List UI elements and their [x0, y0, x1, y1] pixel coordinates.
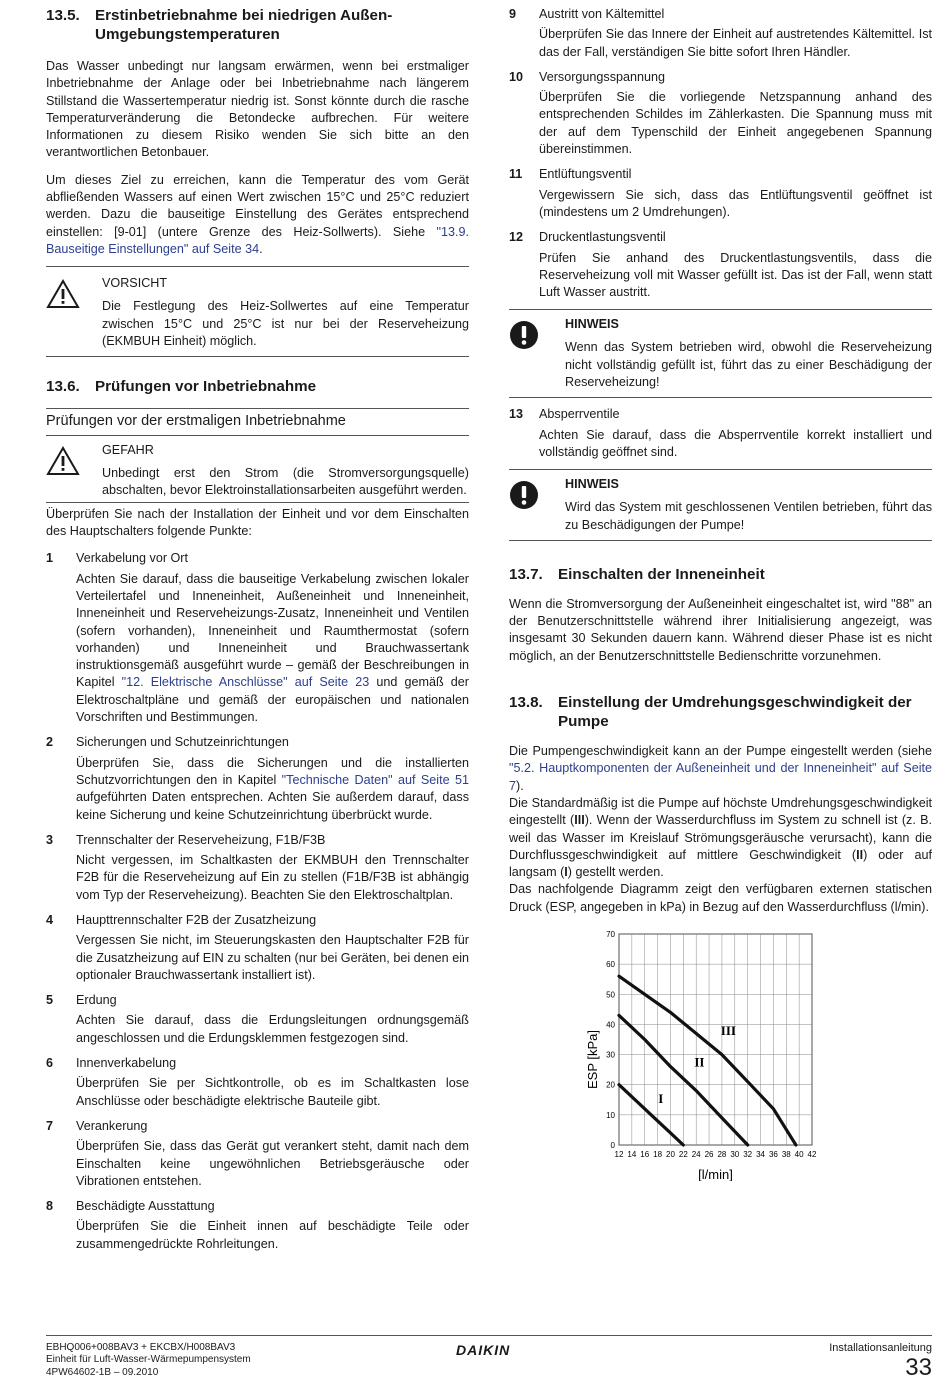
warning-triangle-icon — [46, 442, 102, 500]
section-number: 13.5. — [46, 7, 80, 24]
list-item — [509, 229, 932, 301]
x-tick-label: 12 — [614, 1149, 624, 1159]
text: und gemäß der Elektroschaltpläne und gemäß der europäischen und nationalen Vorschriften und Bestimmungen. — [76, 675, 469, 725]
item-number: 2 — [46, 735, 54, 750]
x-tick-label: 26 — [704, 1149, 714, 1159]
item-heading: Druckentlastungsventil — [539, 230, 666, 245]
section-number: 13.7. — [509, 565, 543, 583]
section-13-5-heading — [46, 6, 469, 44]
text: Achten Sie darauf, dass die bauseitige Verkabelung zwischen lokaler Verteilertafel und Inneneinheit, Außeneinheit und Inneneinheit, Inneneinheit und Reserveheizungs-Zusatz, Inneneinheit und Ventilen (sofern vorhanden), Inneneinheit und Raumthermostat (sofern vorhanden) und Inneneinheit und Brauchwassertank instruktionsgemäß ausgeführt wurde – gemäß der Beschreibungen in Kapitel — [76, 571, 469, 690]
list-item — [509, 69, 932, 158]
x-tick-label: 42 — [807, 1149, 817, 1159]
section-13-7-heading — [509, 565, 932, 584]
cross-reference-link[interactable]: "13.9. Bauseitige Einstellungen" auf Seite 34 — [46, 224, 469, 256]
checklist — [46, 550, 469, 1253]
note-text: Unbedingt erst den Strom (die Stromversorgungsquelle) abschalten, bevor Elektroinstallationsarbeiten ausgeführt werden. — [102, 466, 469, 498]
x-tick-label: 16 — [640, 1149, 650, 1159]
x-tick-label: 24 — [691, 1149, 701, 1159]
text: Die Pumpengeschwindigkeit kann an der Pumpe eingestellt werden (siehe — [509, 744, 932, 759]
exclamation-circle-icon — [509, 316, 565, 391]
page-number: 33 — [905, 1354, 932, 1381]
note-text: Wird das System mit geschlossenen Ventilen betrieben, führt das zu Beschädigungen der Pumpe! — [565, 500, 932, 532]
item-number: 11 — [509, 167, 523, 182]
list-item — [46, 1198, 469, 1253]
note-title: GEFAHR — [102, 443, 154, 458]
speed-label: II — [856, 847, 864, 862]
item-heading: Verankerung — [76, 1118, 148, 1133]
section-number: 13.6. — [46, 378, 80, 396]
section-title: Prüfungen vor Inbetriebnahme — [95, 378, 317, 396]
text: Überprüfen Sie die vorliegende Netzspannung anhand des entsprechenden Schildes im Zählerkasten. Die Spannung muss mit der auf dem Typenschild der Einheit angegebenen Spannung übereinstimmen. — [539, 90, 932, 157]
cross-reference-link[interactable]: "12. Elektrische Anschlüsse" auf Seite 23 — [121, 675, 370, 690]
list-item — [46, 912, 469, 984]
item-number: 8 — [46, 1199, 54, 1214]
item-text — [76, 571, 469, 727]
divider — [509, 540, 932, 541]
text: Die Standardmäßig ist die Pumpe auf höchste Umdrehungsgeschwindigkeit eingestellt ( — [509, 795, 932, 828]
item-text — [76, 1012, 469, 1047]
exclamation-circle-icon — [509, 476, 565, 534]
footer-product: Einheit für Luft-Wasser-Wärmepumpensystem — [46, 1354, 251, 1366]
text: Überprüfen Sie, dass die Sicherungen und die installierten Schutzvorrichtungen den in Kapitel — [76, 755, 469, 787]
item-heading: Haupttrennschalter F2B der Zusatzheizung — [76, 912, 317, 927]
series-label-ii: II — [694, 1054, 705, 1070]
item-text — [76, 1138, 469, 1190]
hinweis-note — [509, 470, 932, 540]
section-title: Erstinbetriebnahme bei niedrigen Außen- — [95, 7, 393, 24]
esp-flow-chart — [509, 926, 932, 1181]
daikin-logo: DAIKIN — [456, 1342, 511, 1358]
footer-model: EBHQ006+008BAV3 + EKCBX/H008BAV3 — [46, 1342, 236, 1353]
x-tick-label: 40 — [794, 1149, 804, 1159]
paragraph — [46, 172, 469, 258]
x-tick-label: 14 — [627, 1149, 637, 1159]
item-number: 9 — [509, 7, 517, 21]
text: ) oder auf langsam ( — [509, 847, 933, 880]
subsection-title: Prüfungen vor der erstmaligen Inbetriebnahme — [46, 408, 469, 436]
section-title: Einschalten der Inneneinheit — [558, 565, 765, 583]
list-item — [46, 1118, 469, 1190]
divider — [46, 356, 469, 357]
danger-note — [46, 436, 469, 502]
note-title: HINWEIS — [565, 477, 619, 492]
text: ). Wenn der Wasserdurchfluss im System zu schnell ist (z. B. weil das Wasser im Kreislauf Strömungsgeräusche verursacht), kann die Durchflussgeschwindigkeit auf mittlere Geschwindigkeit ( — [509, 813, 933, 862]
list-item — [46, 992, 469, 1047]
chart-container — [509, 926, 932, 1181]
list-item — [509, 6, 932, 61]
list-item — [46, 550, 469, 726]
item-number: 7 — [46, 1118, 54, 1133]
y-tick-label: 0 — [610, 1140, 615, 1150]
item-heading: Beschädigte Ausstattung — [76, 1199, 215, 1214]
x-tick-label: 34 — [756, 1149, 765, 1159]
list-item — [46, 734, 469, 823]
x-tick-label: 38 — [781, 1149, 791, 1159]
x-tick-label: 32 — [743, 1149, 753, 1159]
item-number: 10 — [509, 69, 524, 84]
text: ) gestellt werden. — [567, 865, 664, 880]
section-title-cont: Umgebungstemperaturen — [95, 26, 280, 43]
item-text: Achten Sie darauf, dass die Absperrventile korrekt installiert und vollständig geöffnet sind. — [539, 427, 932, 459]
series-label-iii: III — [720, 1022, 736, 1038]
text: Achten Sie darauf, dass die Erdungsleitungen ordnungsgemäß angeschlossen und die Erdungsklemmen festgezogen sind. — [76, 1013, 469, 1045]
section-13-8-heading — [509, 693, 932, 731]
section-number: 13.8. — [509, 694, 543, 712]
text: . — [259, 241, 263, 256]
item-heading: Trennschalter der Reserveheizung, F1B/F3B — [76, 832, 326, 847]
item-number: 13 — [509, 407, 524, 422]
text: Vergessen Sie nicht, im Steuerungskasten den Hauptschalter F2B für die Zusatzheizung auf EIN zu schalten (nur bei Geräten, bei denen ein optionaler Brauchwassertank installiert ist). — [76, 933, 469, 982]
y-tick-label: 20 — [606, 1080, 615, 1090]
divider — [46, 502, 469, 503]
x-tick-label: 22 — [678, 1149, 688, 1159]
item-text — [539, 26, 932, 61]
list-item — [46, 832, 469, 904]
item-heading: Sicherungen und Schutzeinrichtungen — [76, 735, 289, 750]
footer-docnum: 4PW64602-1B – 09.2010 — [46, 1366, 159, 1378]
footer-doctype: Installationsanleitung — [829, 1342, 932, 1354]
text: Überprüfen Sie die Einheit innen auf beschädigte Teile oder zusammengedrückte Rohrleitungen. — [76, 1219, 469, 1251]
list-item — [46, 1055, 469, 1110]
item-heading: Austritt von Kältemittel — [539, 7, 665, 21]
y-tick-label: 40 — [606, 1020, 615, 1030]
paragraph — [509, 795, 932, 881]
y-tick-label: 50 — [606, 990, 615, 1000]
item-heading: Versorgungsspannung — [539, 69, 666, 84]
item-heading: Innenverkabelung — [76, 1056, 177, 1071]
list-item — [509, 406, 932, 461]
x-tick-label: 28 — [717, 1149, 727, 1159]
paragraph: Das nachfolgende Diagramm zeigt den verfügbaren externen statischen Druck (ESP, angegeben in kPa) in Bezug auf den Wasserdurchfluss (l/min). — [509, 882, 932, 914]
text: Um dieses Ziel zu erreichen, kann die Temperatur des vom Gerät abfließenden Wassers auf einen Wert zwischen 15°C und 25°C reduziert werden. Dazu die bauseitige Einstellung des Gerätes entsprechend einstellen: [9-01] (untere Grenze des Heiz-Sollwerts). Siehe — [46, 172, 469, 239]
item-heading: Entlüftungsventil — [539, 167, 632, 182]
text: Überprüfen Sie per Sichtkontrolle, ob es im Schaltkasten lose Anschlüsse oder beschädigte elektrische Bauteile gibt. — [76, 1076, 469, 1108]
item-heading: Erdung — [76, 993, 117, 1008]
item-number: 1 — [46, 551, 54, 566]
x-tick-label: 30 — [730, 1149, 740, 1159]
x-tick-label: 18 — [653, 1149, 663, 1159]
paragraph — [509, 743, 932, 795]
footer-right — [829, 1342, 932, 1381]
item-text — [539, 250, 932, 302]
text: aufgeführten Daten entsprechen. Achten Sie außerdem darauf, dass keine Sicherung und keine Schutzeinrichtung überbrückt wurde. — [76, 790, 469, 822]
item-heading: Absperrventile — [539, 407, 620, 422]
cross-reference-link[interactable]: "Technische Daten" auf Seite 51 — [281, 772, 469, 787]
right-column — [509, 6, 932, 1181]
section-13-6-heading — [46, 377, 469, 396]
x-tick-label: 20 — [666, 1149, 675, 1159]
checklist — [509, 6, 932, 301]
text: Überprüfen Sie, dass das Gerät gut verankert steht, damit nach dem Einschalten keine ungewöhnlichen Betriebsgeräusche oder Vibrationen entstehen. — [76, 1139, 469, 1188]
hinweis-note — [509, 310, 932, 397]
item-text — [76, 755, 469, 824]
x-tick-label: 36 — [768, 1149, 778, 1159]
item-text — [76, 852, 469, 904]
item-number: 12 — [509, 230, 524, 245]
text: ). — [516, 778, 524, 793]
item-text — [76, 1075, 469, 1110]
divider — [509, 397, 932, 398]
item-heading: Verkabelung vor Ort — [76, 551, 189, 566]
page-footer — [46, 1335, 932, 1381]
item-text — [539, 187, 932, 222]
speed-label: III — [574, 813, 585, 828]
item-text — [76, 932, 469, 984]
left-column — [46, 6, 469, 1253]
y-tick-label: 10 — [606, 1110, 615, 1120]
footer-left — [46, 1342, 251, 1379]
cross-reference-link[interactable]: "5.2. Hauptkomponenten der Außeneinheit und der Inneneinheit" auf Seite 7 — [509, 761, 932, 793]
section-title-cont: Pumpe — [558, 713, 609, 731]
note-text: Die Festlegung des Heiz-Sollwertes auf eine Temperatur zwischen 15°C und 25°C ist nur bei der Reserveheizung (EKMBUH Einheit) möglich. — [102, 299, 469, 348]
text: Prüfen Sie anhand des Druckentlastungsventils, dass die Reserveheizung voll mit Wasser gefüllt ist. Das ist der Fall, wenn statt Luft Wasser austritt. — [539, 250, 932, 300]
warning-triangle-icon — [46, 275, 102, 350]
item-number: 3 — [46, 832, 54, 847]
item-text — [539, 89, 932, 158]
caution-note — [46, 267, 469, 356]
section-title: Einstellung der Umdrehungsgeschwindigkeit der — [558, 694, 912, 712]
paragraph: Wenn die Stromversorgung der Außeneinheit eingeschaltet ist, wird "88" an der Benutzerschnittstelle während ihrer Initialisierung angezeigt, was insgesamt 30 Sekunden dauern kann. Während dieser Phase ist es nicht möglich, an der Benutzerschnittstelle Bedienschritte vorzunehmen. — [509, 596, 932, 663]
item-text — [76, 1218, 469, 1253]
text: Nicht vergessen, im Schaltkasten der EKMBUH den Trennschalter F2B für die Reserveheizung auf Ein zu stellen (F1B/F3B ist abhängig vom Typ der Reserveheizung). Beachten Sie den Elektroschaltplan. — [76, 853, 469, 902]
paragraph: Überprüfen Sie nach der Installation der Einheit und vor dem Einschalten des Hauptschalters folgende Punkte: — [46, 506, 469, 539]
list-item — [509, 166, 932, 221]
note-title: HINWEIS — [565, 317, 619, 332]
y-axis-label: ESP [kPa] — [585, 1029, 600, 1089]
y-tick-label: 70 — [606, 929, 615, 939]
series-label-i: I — [658, 1090, 664, 1106]
item-number: 6 — [46, 1056, 54, 1071]
note-title: VORSICHT — [102, 276, 168, 291]
y-tick-label: 30 — [606, 1050, 615, 1060]
item-number: 4 — [46, 912, 54, 927]
text: Vergewissern Sie sich, dass das Entlüftungsventil geöffnet ist (mindestens um 2 Umdrehungen). — [539, 187, 932, 219]
item-number: 5 — [46, 993, 54, 1008]
note-text: Wenn das System betrieben wird, obwohl die Reserveheizung nicht vollständig gefüllt ist, führt das zu einer Beschädigung der Reserveheizung! — [565, 340, 932, 390]
text: Überprüfen Sie das Innere der Einheit auf austretendes Kältemittel. Ist das der Fall, verständigen Sie bitte sofort Ihren Händler. — [539, 27, 932, 59]
y-tick-label: 60 — [606, 960, 615, 970]
speed-label: I — [564, 865, 568, 880]
x-axis-label: [l/min] — [698, 1166, 733, 1181]
paragraph: Das Wasser unbedingt nur langsam erwärmen, wenn bei erstmaliger Inbetriebnahme der Anlage oder bei Inbetriebnahme nach längerem Stillstand die Wassertemperatur niedrig ist. Sonst könnte durch die rasche Temperaturveränderung die Betondecke aufbrechen. Für weitere Informationen zu diesem Risiko wenden Sie sich bitte an den verantwortlichen Betonbauer. — [46, 59, 469, 160]
